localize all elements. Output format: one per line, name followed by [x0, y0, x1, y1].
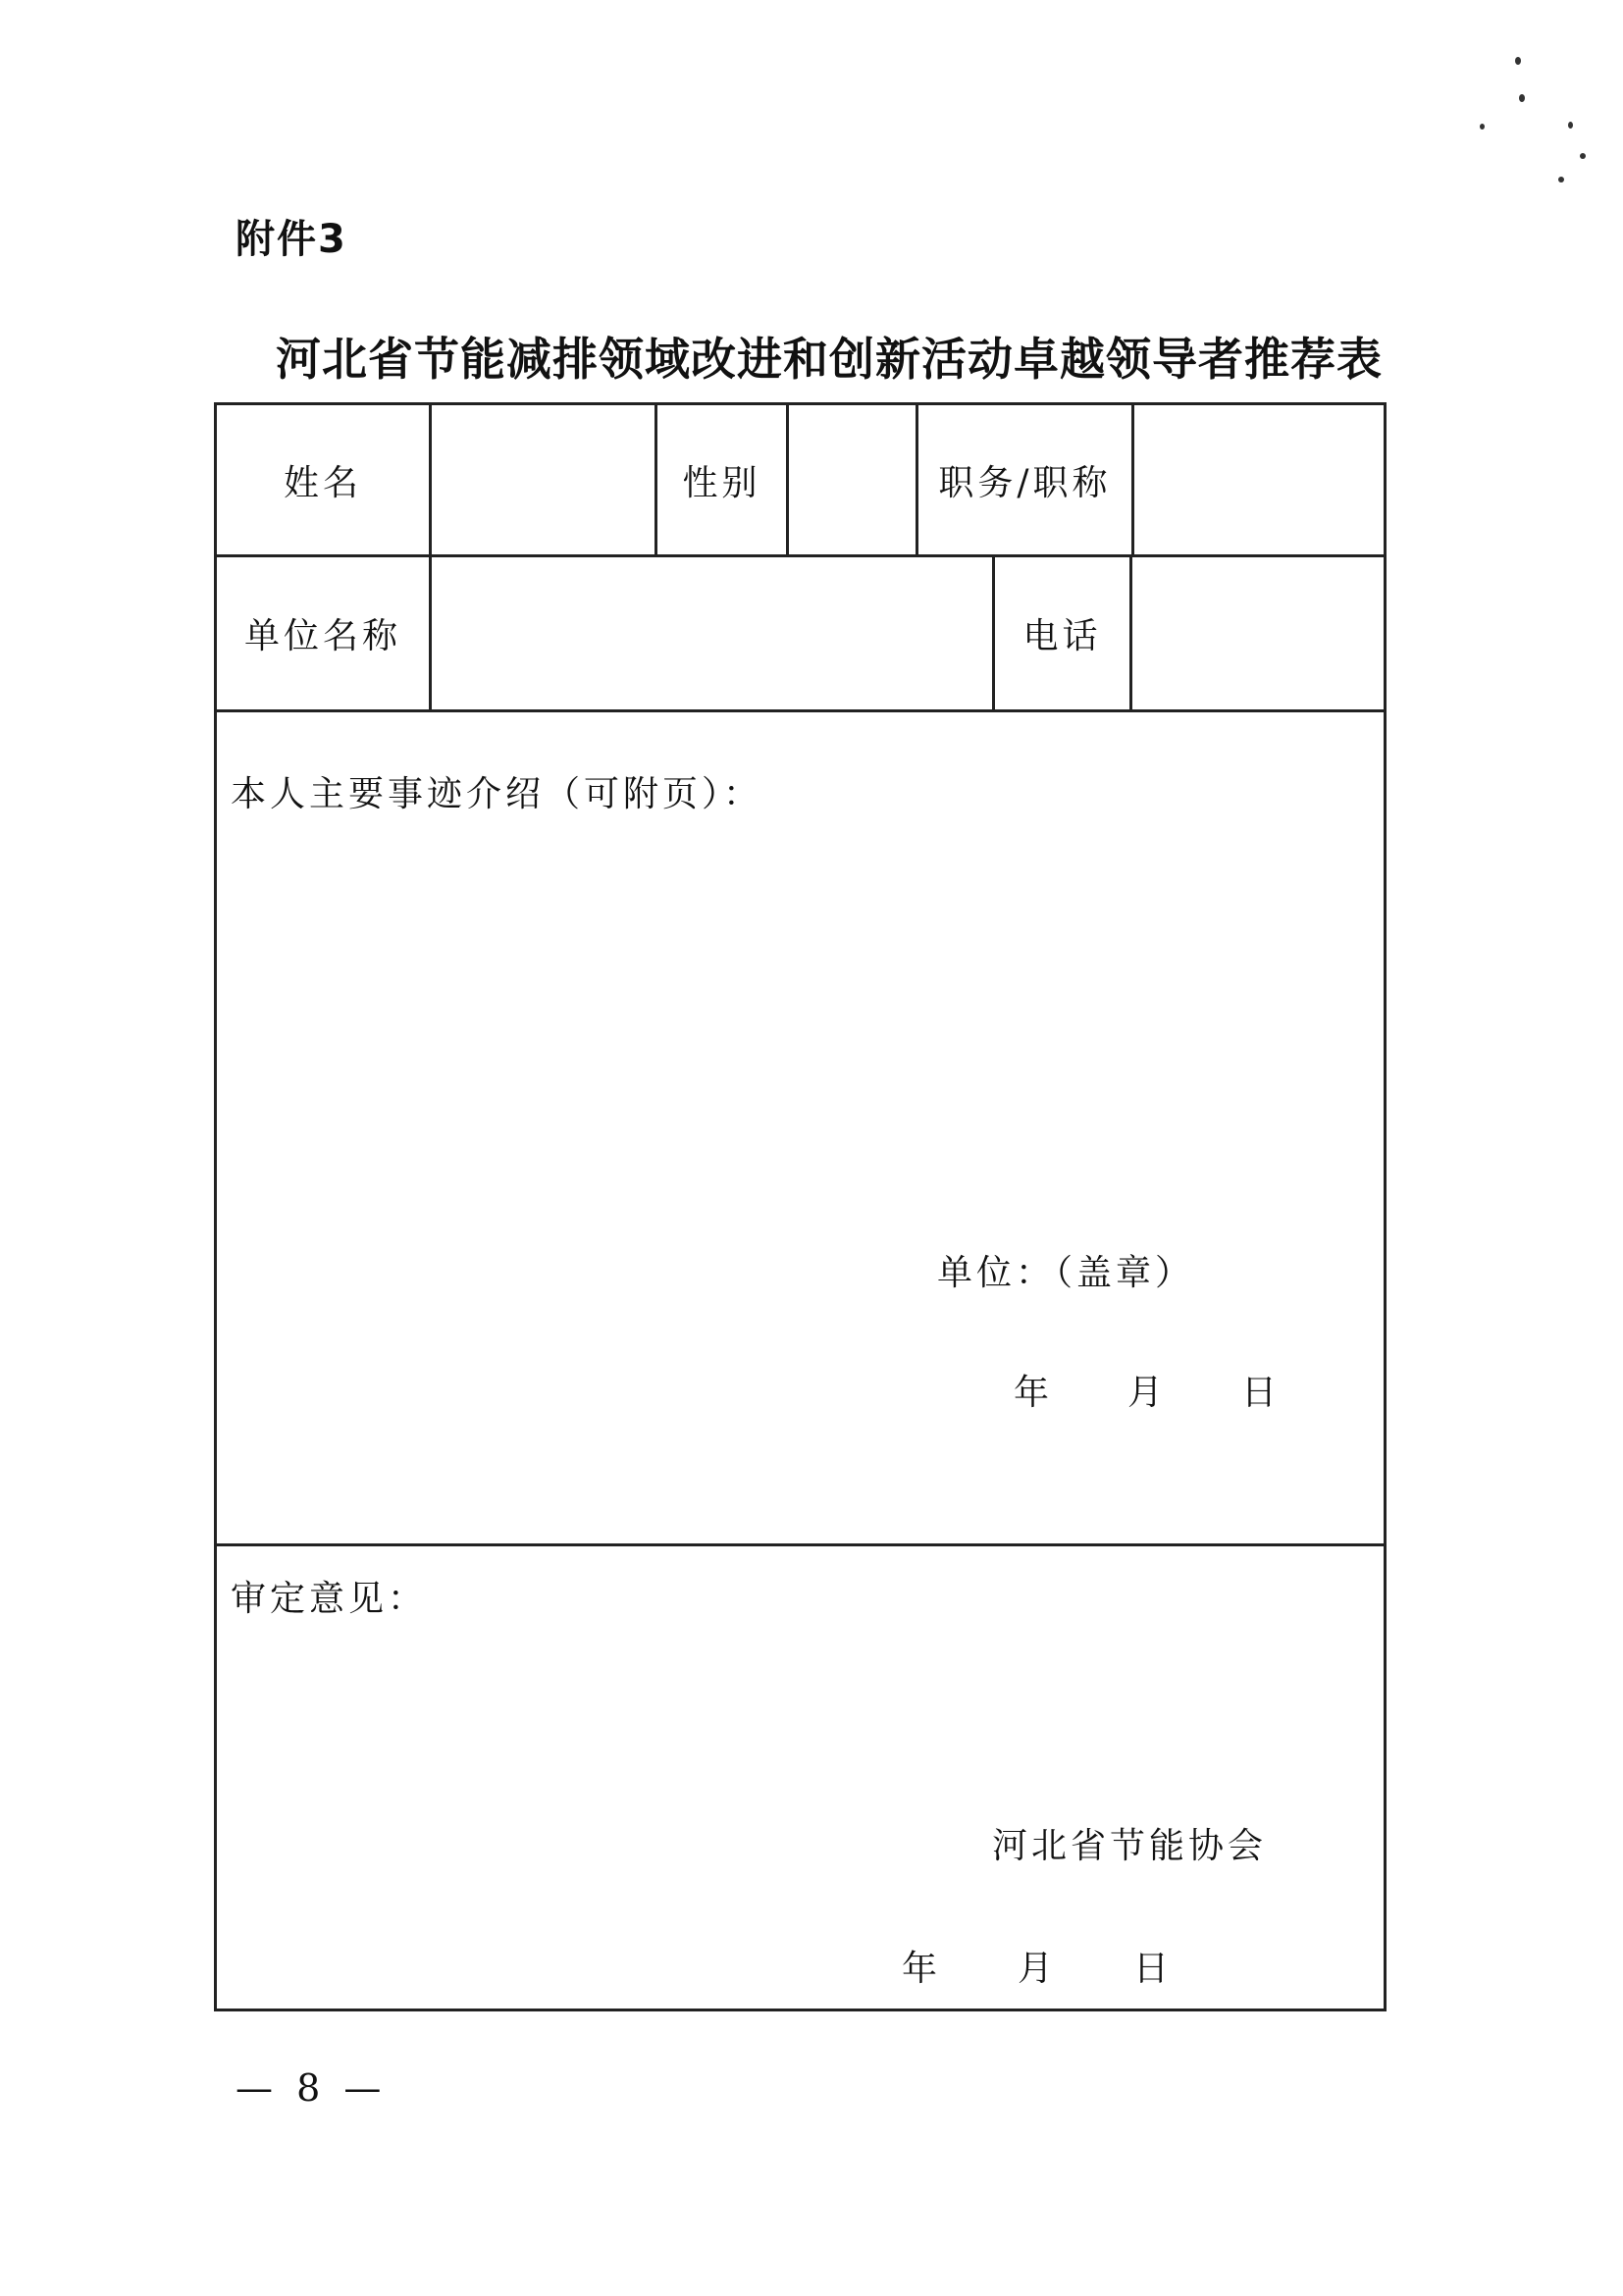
scan-speck	[1480, 124, 1485, 130]
review-label: 审定意见：	[231, 1579, 428, 1619]
row-divider-3	[217, 1543, 1384, 1546]
row-divider-2	[217, 709, 1384, 712]
review-org: 河北省节能协会	[992, 1826, 1268, 1866]
page-number: — 8 —	[236, 2066, 388, 2110]
scan-speck	[1515, 57, 1521, 65]
deeds-month: 月	[1127, 1373, 1168, 1413]
scan-speck	[1580, 153, 1586, 159]
name-field[interactable]	[432, 405, 654, 554]
position-label: 职务/职称	[938, 462, 1112, 503]
name-label: 姓名	[283, 462, 362, 503]
review-year: 年	[902, 1949, 942, 1989]
review-day: 日	[1133, 1949, 1174, 1989]
gender-label: 性别	[682, 462, 761, 503]
gender-field[interactable]	[789, 405, 916, 554]
form-title: 河北省节能减排领域改进和创新活动卓越领导者推荐表	[276, 333, 1383, 386]
deeds-label: 本人主要事迹介绍（可附页）：	[231, 774, 763, 814]
deeds-day: 日	[1241, 1373, 1282, 1413]
position-field[interactable]	[1134, 405, 1384, 554]
phone-field[interactable]	[1132, 557, 1384, 709]
scan-speck	[1558, 177, 1564, 183]
recommendation-form	[214, 402, 1387, 2011]
review-month: 月	[1018, 1949, 1058, 1989]
stamp-label: 单位：（盖章）	[937, 1253, 1195, 1293]
attachment-label: 附件3	[236, 217, 347, 262]
unit-field[interactable]	[432, 557, 992, 709]
deeds-year: 年	[1014, 1373, 1054, 1413]
unit-label: 单位名称	[243, 616, 401, 656]
scan-speck	[1568, 122, 1573, 129]
phone-label: 电话	[1022, 616, 1102, 656]
scan-speck	[1519, 94, 1525, 102]
